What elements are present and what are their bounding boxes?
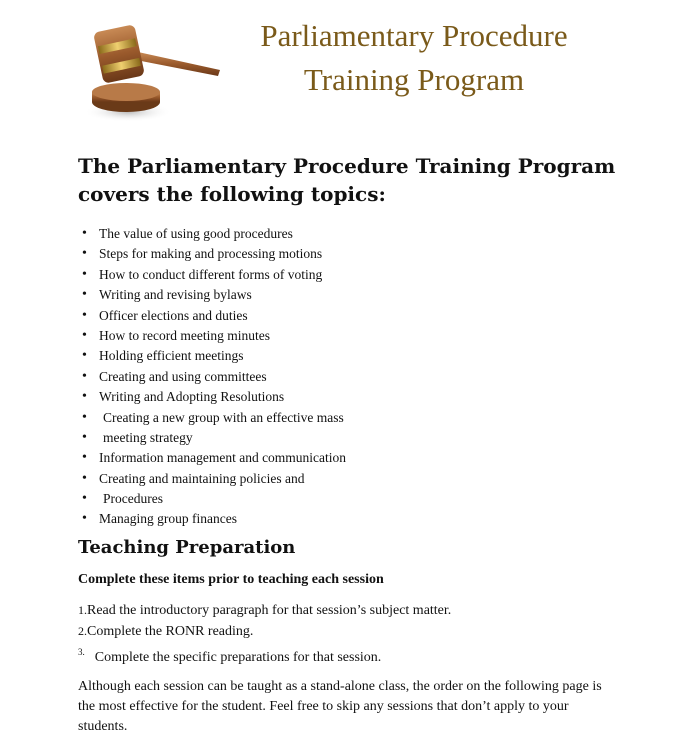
step-item [78, 621, 451, 642]
step-number: 1. [78, 603, 87, 617]
list-item: • Creating and using committees [78, 367, 346, 387]
list-item: • Managing group finances [78, 509, 346, 529]
list-item: • meeting strategy [78, 428, 346, 448]
list-item: • Holding efficient meetings [78, 346, 346, 366]
list-item: • Information management and communication [78, 448, 346, 468]
gavel-icon [78, 14, 228, 124]
list-item: • Officer elections and duties [78, 306, 346, 326]
list-item: • How to conduct different forms of voting [78, 265, 346, 285]
list-item: • How to record meeting minutes [78, 326, 346, 346]
teaching-subheading: Complete these items prior to teaching each session [78, 572, 384, 587]
step-text: Read the introductory paragraph for that session’s subject matter. [87, 603, 452, 618]
step-text: Complete the specific preparations for that session. [94, 650, 382, 665]
page-title [228, 14, 600, 102]
topics-heading: The Parliamentary Procedure Training Program covers the following topics: [78, 154, 616, 206]
step-item [78, 642, 451, 663]
list-item: • Procedures [78, 489, 346, 509]
topics-list [78, 224, 346, 530]
closing-paragraph: Although each session can be taught as a stand-alone class, the order on the following page is the most effective for the student. Feel free to skip any sessions that don’t apply to your students. [78, 679, 602, 734]
list-item: • Creating a new group with an effective mass [78, 408, 346, 428]
teaching-steps [78, 600, 451, 663]
title-line-2: Training Program [303, 62, 525, 97]
list-item: • Writing and revising bylaws [78, 285, 346, 305]
list-item: • Writing and Adopting Resolutions [78, 387, 346, 407]
step-text: Complete the RONR reading. [87, 624, 254, 639]
teaching-heading: Teaching Preparation [78, 537, 296, 558]
step-number: 2. [78, 624, 87, 638]
step-item [78, 600, 451, 621]
list-item: • Creating and maintaining policies and [78, 469, 346, 489]
list-item: • The value of using good procedures [78, 224, 346, 244]
title-line-1: Parliamentary Procedure [260, 18, 568, 53]
list-item: • Steps for making and processing motions [78, 244, 346, 264]
step-number: 3. [78, 647, 85, 657]
